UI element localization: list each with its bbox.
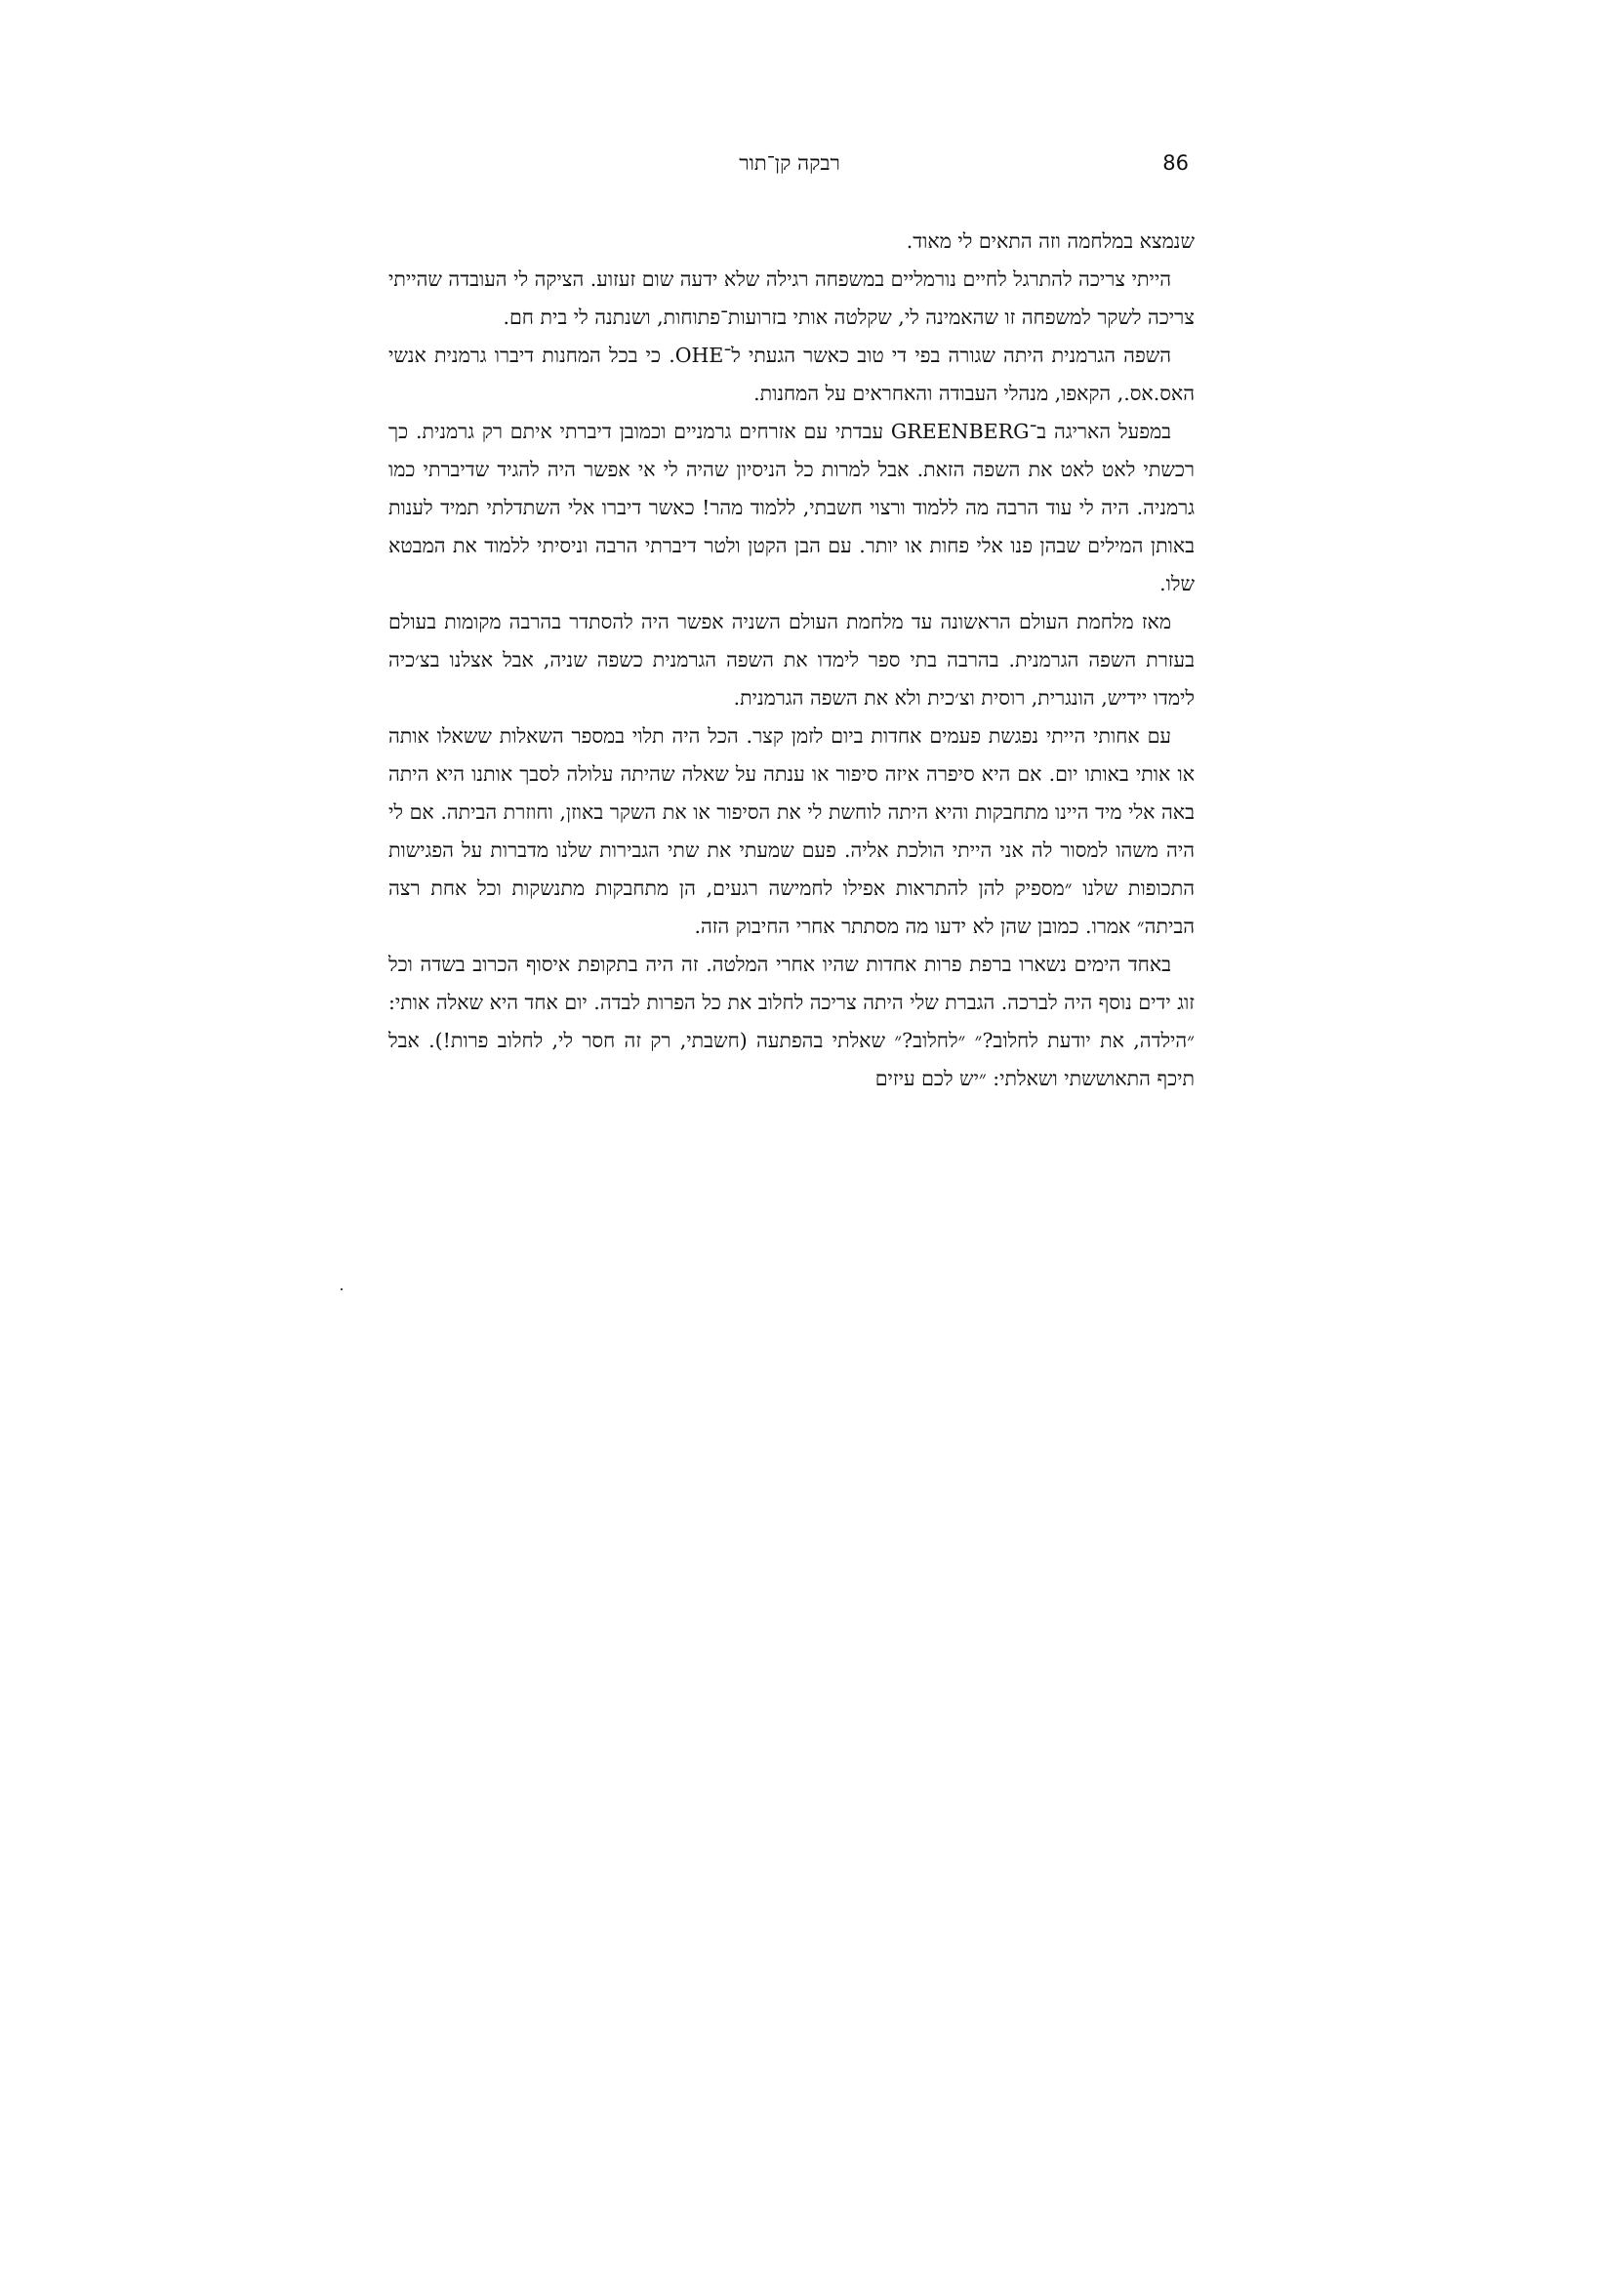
text-body	[388, 223, 1195, 1098]
paragraph-7: באחד הימים נשארו ברפת פרות אחדות שהיו אחרי המלטה. זה היה בתקופת איסוף הכרוב בשדה וכל זוג ידים נוסף היה לברכה. הגברת שלי היתה צריכה לחלוב את כל הפרות לבדה. יום אחד היא שאלה אותי: ״הילדה, את יודעת לחלוב?״ ״לחלוב?״ שאלתי בהפתעה (חשבתי, רק זה חסר לי, לחלוב פרות!). אבל תיכף התאוששתי ושאלתי: ״יש לכם עיזים	[388, 953, 1195, 1090]
running-title: רבקה קן־תור	[739, 151, 840, 175]
page-number: 86	[1162, 151, 1189, 175]
running-head	[385, 151, 1189, 190]
paragraph-6: עם אחותי הייתי נפגשת פעמים אחדות ביום לזמן קצר. הכל היה תלוי במספר השאלות ששאלו אותה או אותי באותו יום. אם היא סיפרה איזה סיפור או ענתה על שאלה שהיתה עלולה לסבך אותנו היא היתה באה אלי מיד היינו מתחבקות והיא היתה לוחשת לי את הסיפור או את השקר באוזן, וחוזרת הביתה. אם לי היה משהו למסור לה אני הייתי הולכת אליה. פעם שמעתי את שתי הגבירות שלנו מדברות על הפגישות התכופות שלנו ״מספיק להן להתראות אפילו לחמישה רגעים, הן מתחבקות מתנשקות וכל אחת רצה הביתה״ אמרו. כמובן שהן לא ידעו מה מסתתר אחרי החיבוק הזה.	[388, 724, 1195, 938]
paragraph-4: במפעל האריגה ב־GREENBERG עבדתי עם אזרחים גרמניים וכמובן דיברתי איתם רק גרמנית. כך רכשתי לאט לאט את השפה הזאת. אבל למרות כל הניסיון שהיה לי אי אפשר היה להגיד שדיברתי כמו גרמניה. היה לי עוד הרבה מה ללמוד ורצוי חשבתי, ללמוד מהר! כאשר דיברו אלי השתדלתי תמיד לענות באותן המילים שבהן פנו אלי פחות או יותר. עם הבן הקטן ולטר דיברתי הרבה וניסיתי ללמוד את המבטא שלו.	[388, 420, 1195, 595]
paragraph-1: שנמצא במלחמה וזה התאים לי מאוד.	[906, 229, 1195, 253]
paragraph-3: השפה הגרמנית היתה שגורה בפי די טוב כאשר הגעתי ל־OHE. כי בכל המחנות דיברו גרמנית אנשי האס.אס., הקאפו, מנהלי העבודה והאחראים על המחנות.	[388, 344, 1195, 405]
paragraph-2: הייתי צריכה להתרגל לחיים נורמליים במשפחה רגילה שלא ידעה שום זעזוע. הציקה לי העובדה שהייתי צריכה לשקר למשפחה זו שהאמינה לי, שקלטה אותי בזרועות־פתוחות, ושנתנה לי בית חם.	[387, 267, 1195, 329]
paragraph-5: מאז מלחמת העולם הראשונה עד מלחמת העולם השניה אפשר היה להסתדר בהרבה מקומות בעולם בעזרת השפה הגרמנית. בהרבה בתי ספר לימדו את השפה הגרמנית כשפה שניה, אבל אצלנו בצ׳כיה לימדו יידיש, הונגרית, רוסית וצ׳כית ולא את השפה הגרמנית.	[388, 610, 1195, 710]
margin-speck	[341, 1288, 343, 1290]
